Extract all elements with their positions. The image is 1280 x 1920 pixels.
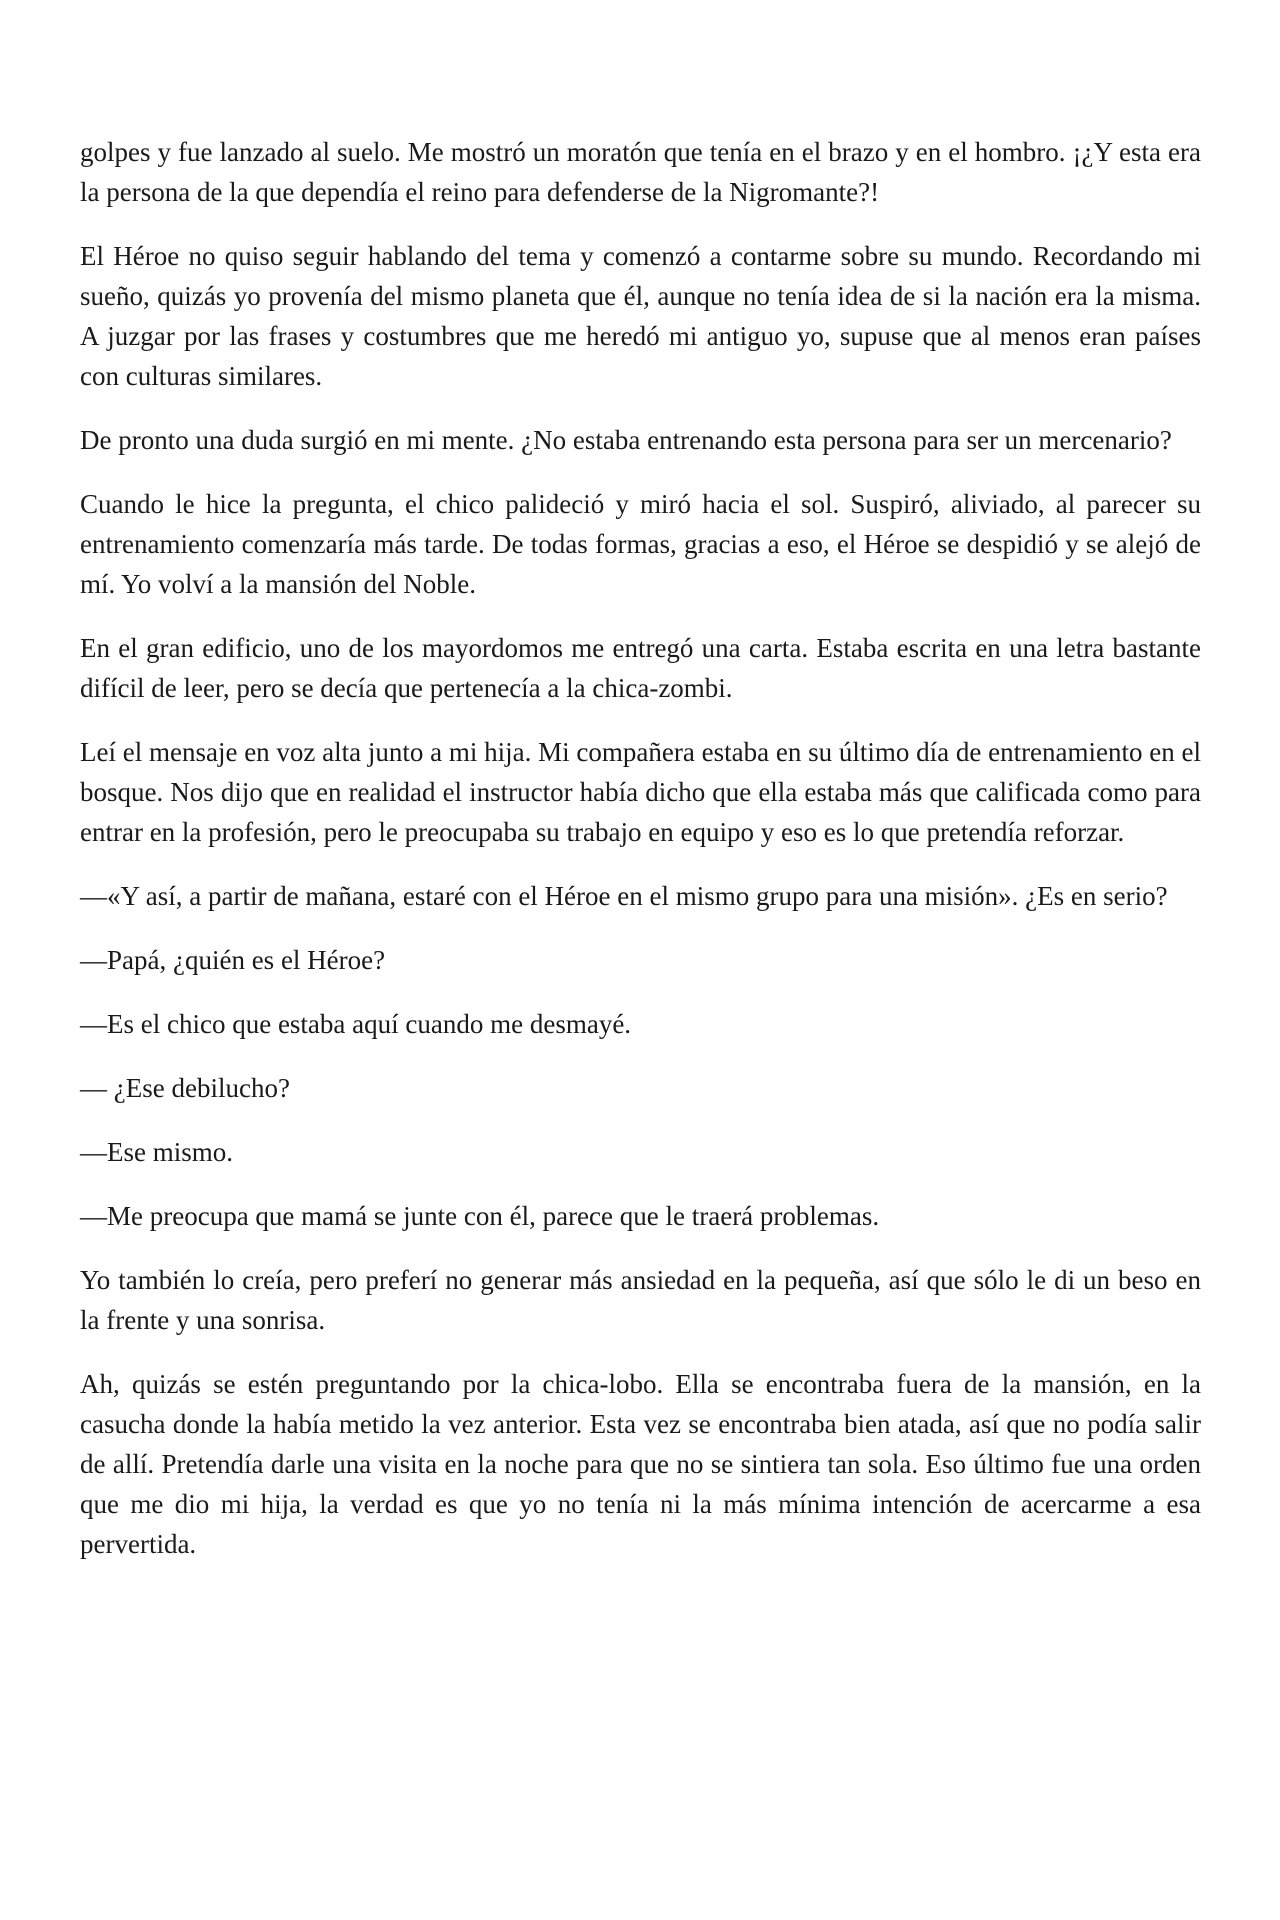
paragraph: De pronto una duda surgió en mi mente. ¿No estaba entrenando esta persona para ser un mercenario? (80, 425, 1172, 455)
dialogue-line: —Papá, ¿quién es el Héroe? (80, 945, 386, 975)
paragraph: El Héroe no quiso seguir hablando del tema y comenzó a contarme sobre su mundo. Recordando mi sueño, quizás yo provenía del mismo planeta que él, aunque no tenía idea de si la nación era la misma. A juzgar por las frases y costumbres que me heredó mi antiguo yo, supuse que al menos eran países con culturas similares. (80, 241, 1201, 391)
dialogue-line: — ¿Ese debilucho? (80, 1073, 290, 1103)
paragraph: Leí el mensaje en voz alta junto a mi hija. Mi compañera estaba en su último día de entrenamiento en el bosque. Nos dijo que en realidad el instructor había dicho que ella estaba más que calificada como para entrar en la profesión, pero le preocupaba su trabajo en equipo y eso es lo que pretendía reforzar. (80, 737, 1201, 847)
paragraph: Ah, quizás se estén preguntando por la chica-lobo. Ella se encontraba fuera de la mansión, en la casucha donde la había metido la vez anterior. Esta vez se encontraba bien atada, así que no podía salir de allí. Pretendía darle una visita en la noche para que no se sintiera tan sola. Eso último fue una orden que me dio mi hija, la verdad es que yo no tenía ni la más mínima intención de acercarme a esa pervertida. (80, 1369, 1201, 1559)
dialogue-line: —Es el chico que estaba aquí cuando me desmayé. (80, 1009, 632, 1039)
dialogue-line: —«Y así, a partir de mañana, estaré con el Héroe en el mismo grupo para una misión». ¿Es en serio? (80, 881, 1168, 911)
paragraph: Yo también lo creía, pero preferí no generar más ansiedad en la pequeña, así que sólo le di un beso en la frente y una sonrisa. (80, 1265, 1201, 1335)
dialogue-line: —Ese mismo. (80, 1137, 233, 1167)
paragraph: En el gran edificio, uno de los mayordomos me entregó una carta. Estaba escrita en una letra bastante difícil de leer, pero se decía que pertenecía a la chica-zombi. (80, 633, 1201, 703)
document-page (80, 132, 1201, 1588)
paragraph: Cuando le hice la pregunta, el chico palideció y miró hacia el sol. Suspiró, aliviado, al parecer su entrenamiento comenzaría más tarde. De todas formas, gracias a eso, el Héroe se despidió y se alejó de mí. Yo volví a la mansión del Noble. (80, 489, 1201, 599)
dialogue-line: —Me preocupa que mamá se junte con él, parece que le traerá problemas. (80, 1201, 880, 1231)
paragraph: golpes y fue lanzado al suelo. Me mostró un moratón que tenía en el brazo y en el hombro. ¡¿Y esta era la persona de la que dependía el reino para defenderse de la Nigromante?! (80, 137, 1201, 207)
